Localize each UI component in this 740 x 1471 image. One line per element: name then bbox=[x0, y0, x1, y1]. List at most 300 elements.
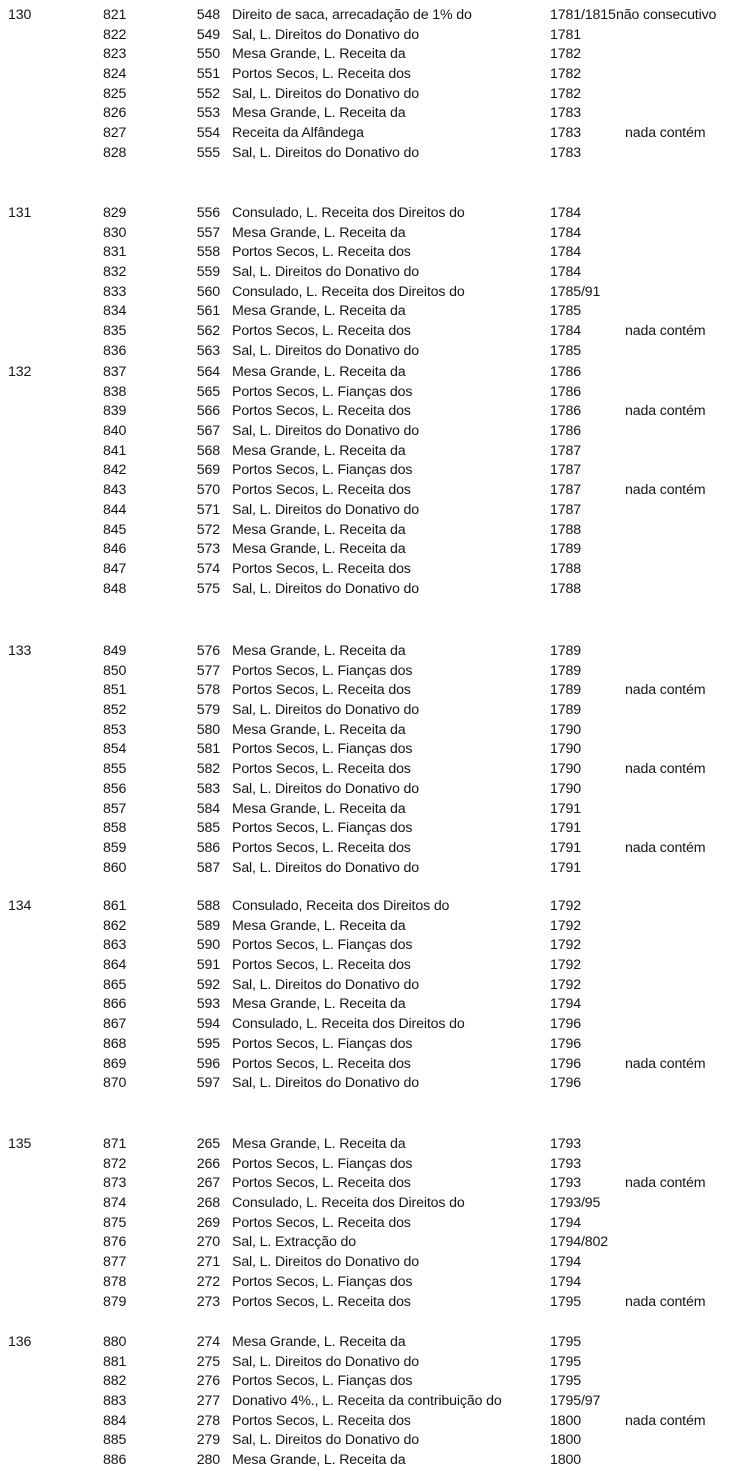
item-year: 1784 bbox=[550, 244, 581, 261]
item-description: Sal, L. Direitos do Donativo do bbox=[232, 1254, 419, 1271]
reference-number: 562 bbox=[196, 323, 220, 340]
item-number: 873 bbox=[103, 1175, 127, 1192]
item-year: 1800 bbox=[550, 1432, 581, 1449]
item-number: 853 bbox=[103, 721, 127, 738]
table-row bbox=[0, 1055, 740, 1075]
item-description: Mesa Grande, L. Receita da bbox=[232, 643, 406, 659]
reference-number: 585 bbox=[196, 820, 220, 837]
table-row bbox=[0, 800, 740, 820]
item-number: 865 bbox=[103, 976, 127, 993]
item-year: 1783 bbox=[550, 125, 581, 142]
item-description: Sal, L. Direitos do Donativo do bbox=[232, 85, 419, 102]
table-row bbox=[0, 442, 740, 462]
table-row bbox=[0, 1015, 740, 1035]
table-row bbox=[0, 65, 740, 85]
reference-number: 563 bbox=[196, 342, 220, 359]
reference-number: 564 bbox=[196, 364, 220, 380]
reference-number: 549 bbox=[196, 26, 220, 43]
reference-number: 557 bbox=[196, 224, 220, 241]
item-number: 831 bbox=[103, 244, 127, 261]
item-number: 837 bbox=[103, 364, 127, 380]
item-number: 886 bbox=[103, 1452, 127, 1469]
reference-number: 566 bbox=[196, 403, 220, 420]
reference-number: 587 bbox=[196, 859, 220, 876]
reference-number: 568 bbox=[196, 442, 220, 459]
item-description: Portos Secos, L. Receita dos bbox=[232, 244, 411, 261]
item-description: Portos Secos, L. Receita dos bbox=[232, 1055, 411, 1072]
item-number: 834 bbox=[103, 303, 127, 320]
item-year: 1790 bbox=[550, 761, 581, 778]
item-description: Portos Secos, L. Fianças dos bbox=[232, 383, 413, 400]
item-note: nada contém bbox=[625, 761, 706, 778]
item-note: nada contém bbox=[625, 482, 706, 499]
item-year: 1796 bbox=[550, 1016, 581, 1033]
item-year: 1792 bbox=[550, 976, 581, 993]
item-description: Receita da Alfândega bbox=[232, 125, 364, 142]
box-number: 133 bbox=[8, 643, 32, 659]
table-row bbox=[0, 760, 740, 780]
item-year: 1790 bbox=[550, 780, 581, 797]
item-number: 885 bbox=[103, 1432, 127, 1449]
item-year: 1782 bbox=[550, 85, 581, 102]
reference-number: 582 bbox=[196, 761, 220, 778]
reference-number: 273 bbox=[196, 1293, 220, 1310]
table-row bbox=[0, 322, 740, 342]
reference-number: 554 bbox=[196, 125, 220, 142]
item-description: Sal, L. Direitos do Donativo do bbox=[232, 342, 419, 359]
table-row bbox=[0, 481, 740, 501]
item-note: nada contém bbox=[625, 1175, 706, 1192]
item-year: 1792 bbox=[550, 917, 581, 934]
item-note: nada contém bbox=[625, 1055, 706, 1072]
reference-number: 592 bbox=[196, 976, 220, 993]
reference-number: 556 bbox=[196, 205, 220, 221]
item-number: 830 bbox=[103, 224, 127, 241]
table-row bbox=[0, 1035, 740, 1055]
item-description: Mesa Grande, L. Receita da bbox=[232, 46, 406, 63]
table-row bbox=[0, 1135, 740, 1155]
item-number: 864 bbox=[103, 957, 127, 974]
item-number: 878 bbox=[103, 1273, 127, 1290]
reference-number: 275 bbox=[196, 1353, 220, 1370]
item-number: 833 bbox=[103, 283, 127, 300]
item-number: 854 bbox=[103, 741, 127, 758]
item-description: Portos Secos, L. Fianças dos bbox=[232, 820, 413, 837]
item-description: Mesa Grande, L. Receita da bbox=[232, 224, 406, 241]
item-year: 1787 bbox=[550, 501, 581, 518]
item-number: 821 bbox=[103, 7, 127, 23]
item-description: Mesa Grande, L. Receita da bbox=[232, 303, 406, 320]
item-description: Sal, L. Direitos do Donativo do bbox=[232, 859, 419, 876]
item-year: 1787 bbox=[550, 442, 581, 459]
item-number: 848 bbox=[103, 580, 127, 597]
item-year: 1784 bbox=[550, 323, 581, 340]
item-description: Portos Secos, L. Fianças dos bbox=[232, 1373, 413, 1390]
item-number: 883 bbox=[103, 1393, 127, 1410]
item-number: 874 bbox=[103, 1195, 127, 1212]
item-year: 1789 bbox=[550, 702, 581, 719]
item-description: Portos Secos, L. Receita dos bbox=[232, 682, 411, 699]
table-row bbox=[0, 1372, 740, 1392]
table-row bbox=[0, 342, 740, 362]
item-description: Consulado, L. Receita dos Direitos do bbox=[232, 283, 465, 300]
table-row bbox=[0, 1333, 740, 1353]
item-description: Sal, L. Direitos do Donativo do bbox=[232, 702, 419, 719]
item-year: 1791 bbox=[550, 859, 581, 876]
item-number: 842 bbox=[103, 462, 127, 479]
table-row bbox=[0, 521, 740, 541]
item-number: 844 bbox=[103, 501, 127, 518]
table-row bbox=[0, 1253, 740, 1273]
reference-number: 269 bbox=[196, 1214, 220, 1231]
item-description: Portos Secos, L. Receita dos bbox=[232, 1175, 411, 1192]
table-row bbox=[0, 1214, 740, 1234]
table-row bbox=[0, 580, 740, 600]
item-note: nada contém bbox=[625, 323, 706, 340]
reference-number: 589 bbox=[196, 917, 220, 934]
item-number: 845 bbox=[103, 521, 127, 538]
box-group bbox=[0, 897, 740, 1094]
item-description: Consulado, L. Receita dos Direitos do bbox=[232, 1195, 465, 1212]
table-row bbox=[0, 917, 740, 937]
item-description: Mesa Grande, L. Receita da bbox=[232, 105, 406, 122]
item-number: 863 bbox=[103, 937, 127, 954]
item-year: 1796 bbox=[550, 1055, 581, 1072]
item-number: 839 bbox=[103, 403, 127, 420]
item-year: 1794 bbox=[550, 996, 581, 1013]
item-number: 876 bbox=[103, 1234, 127, 1251]
table-row bbox=[0, 204, 740, 224]
item-description: Portos Secos, L. Fianças dos bbox=[232, 937, 413, 954]
item-year: 1800 bbox=[550, 1452, 581, 1469]
reference-number: 577 bbox=[196, 662, 220, 679]
item-description: Mesa Grande, L. Receita da bbox=[232, 442, 406, 459]
table-row bbox=[0, 859, 740, 879]
item-description: Consulado, L. Receita dos Direitos do bbox=[232, 205, 465, 221]
item-year: 1785/91 bbox=[550, 283, 601, 300]
item-number: 861 bbox=[103, 898, 127, 914]
item-description: Sal, L. Direitos do Donativo do bbox=[232, 1432, 419, 1449]
item-year: 1788 bbox=[550, 560, 581, 577]
reference-number: 570 bbox=[196, 482, 220, 499]
item-description: Donativo 4%., L. Receita da contribuição do bbox=[232, 1393, 502, 1410]
table-row bbox=[0, 104, 740, 124]
item-year: 1800 bbox=[550, 1412, 581, 1429]
reference-number: 595 bbox=[196, 1035, 220, 1052]
item-description: Portos Secos, L. Receita dos bbox=[232, 560, 411, 577]
item-year: 1794 bbox=[550, 1214, 581, 1231]
item-description: Portos Secos, L. Receita dos bbox=[232, 403, 411, 420]
table-row bbox=[0, 819, 740, 839]
item-number: 882 bbox=[103, 1373, 127, 1390]
item-number: 855 bbox=[103, 761, 127, 778]
item-description: Mesa Grande, L. Receita da bbox=[232, 917, 406, 934]
item-year: 1784 bbox=[550, 224, 581, 241]
item-description: Sal, L. Direitos do Donativo do bbox=[232, 580, 419, 597]
item-number: 826 bbox=[103, 105, 127, 122]
table-row bbox=[0, 144, 740, 164]
reference-number: 591 bbox=[196, 957, 220, 974]
item-description: Mesa Grande, L. Receita da bbox=[232, 1334, 406, 1350]
reference-number: 576 bbox=[196, 643, 220, 659]
table-row bbox=[0, 224, 740, 244]
table-row bbox=[0, 740, 740, 760]
reference-number: 278 bbox=[196, 1412, 220, 1429]
item-description: Portos Secos, L. Receita dos bbox=[232, 761, 411, 778]
item-description: Sal, L. Direitos do Donativo do bbox=[232, 501, 419, 518]
item-year: 1795 bbox=[550, 1373, 581, 1390]
item-number: 836 bbox=[103, 342, 127, 359]
table-row bbox=[0, 956, 740, 976]
item-year: 1794/802 bbox=[550, 1234, 608, 1251]
reference-number: 581 bbox=[196, 741, 220, 758]
item-number: 829 bbox=[103, 205, 127, 221]
item-number: 850 bbox=[103, 662, 127, 679]
box-group bbox=[0, 6, 740, 164]
box-number: 130 bbox=[8, 7, 32, 23]
reference-number: 267 bbox=[196, 1175, 220, 1192]
item-description: Portos Secos, L. Receita dos bbox=[232, 957, 411, 974]
box-number: 132 bbox=[8, 364, 32, 380]
item-description: Sal, L. Direitos do Donativo do bbox=[232, 423, 419, 440]
item-year: 1781 bbox=[550, 26, 581, 43]
table-row bbox=[0, 302, 740, 322]
item-year: 1791 bbox=[550, 820, 581, 837]
reference-number: 270 bbox=[196, 1234, 220, 1251]
reference-number: 559 bbox=[196, 264, 220, 281]
table-row bbox=[0, 897, 740, 917]
item-description: Direito de saca, arrecadação de 1% do bbox=[232, 7, 472, 23]
item-year: 1783 bbox=[550, 144, 581, 161]
reference-number: 548 bbox=[196, 7, 220, 23]
reference-number: 567 bbox=[196, 423, 220, 440]
item-year: 1795/97 bbox=[550, 1393, 601, 1410]
item-number: 869 bbox=[103, 1055, 127, 1072]
item-description: Sal, L. Direitos do Donativo do bbox=[232, 144, 419, 161]
table-row bbox=[0, 6, 740, 26]
reference-number: 569 bbox=[196, 462, 220, 479]
reference-number: 580 bbox=[196, 721, 220, 738]
reference-number: 574 bbox=[196, 560, 220, 577]
item-description: Portos Secos, L. Receita dos bbox=[232, 66, 411, 83]
reference-number: 277 bbox=[196, 1393, 220, 1410]
table-row bbox=[0, 1392, 740, 1412]
item-year: 1786 bbox=[550, 383, 581, 400]
item-number: 871 bbox=[103, 1136, 127, 1152]
reference-number: 553 bbox=[196, 105, 220, 122]
table-row bbox=[0, 681, 740, 701]
table-row bbox=[0, 540, 740, 560]
item-number: 849 bbox=[103, 643, 127, 659]
table-row bbox=[0, 780, 740, 800]
item-number: 867 bbox=[103, 1016, 127, 1033]
reference-number: 560 bbox=[196, 283, 220, 300]
item-year: 1784 bbox=[550, 264, 581, 281]
item-number: 881 bbox=[103, 1353, 127, 1370]
table-row bbox=[0, 45, 740, 65]
box-group bbox=[0, 642, 740, 878]
reference-number: 578 bbox=[196, 682, 220, 699]
reference-number: 579 bbox=[196, 702, 220, 719]
item-number: 843 bbox=[103, 482, 127, 499]
table-row bbox=[0, 839, 740, 859]
item-year: 1784 bbox=[550, 205, 581, 221]
item-note: nada contém bbox=[625, 1293, 706, 1310]
table-row bbox=[0, 124, 740, 144]
reference-number: 573 bbox=[196, 541, 220, 558]
item-year: 1792 bbox=[550, 898, 581, 914]
item-description: Mesa Grande, L. Receita da bbox=[232, 800, 406, 817]
item-number: 872 bbox=[103, 1155, 127, 1172]
reference-number: 584 bbox=[196, 800, 220, 817]
item-description: Sal, L. Direitos do Donativo do bbox=[232, 264, 419, 281]
item-year: 1795 bbox=[550, 1293, 581, 1310]
reference-number: 272 bbox=[196, 1273, 220, 1290]
item-description: Portos Secos, L. Receita dos bbox=[232, 1412, 411, 1429]
reference-number: 561 bbox=[196, 303, 220, 320]
item-year: 1787 bbox=[550, 462, 581, 479]
item-number: 823 bbox=[103, 46, 127, 63]
item-year: 1793 bbox=[550, 1155, 581, 1172]
table-row bbox=[0, 1353, 740, 1373]
item-description: Portos Secos, L. Fianças dos bbox=[232, 462, 413, 479]
item-note: nada contém bbox=[625, 403, 706, 420]
item-number: 856 bbox=[103, 780, 127, 797]
box-number: 136 bbox=[8, 1334, 32, 1350]
item-year: 1785 bbox=[550, 303, 581, 320]
item-number: 840 bbox=[103, 423, 127, 440]
item-number: 862 bbox=[103, 917, 127, 934]
box-group bbox=[0, 204, 740, 362]
table-row bbox=[0, 560, 740, 580]
item-number: 828 bbox=[103, 144, 127, 161]
reference-number: 280 bbox=[196, 1452, 220, 1469]
box-number: 135 bbox=[8, 1136, 32, 1152]
table-row bbox=[0, 1431, 740, 1451]
item-number: 847 bbox=[103, 560, 127, 577]
item-number: 875 bbox=[103, 1214, 127, 1231]
item-number: 827 bbox=[103, 125, 127, 142]
item-description: Mesa Grande, L. Receita da bbox=[232, 541, 406, 558]
item-note: nada contém bbox=[625, 682, 706, 699]
item-description: Portos Secos, L. Receita dos bbox=[232, 839, 411, 856]
item-number: 852 bbox=[103, 702, 127, 719]
item-year: 1789 bbox=[550, 541, 581, 558]
item-description: Portos Secos, L. Fianças dos bbox=[232, 1035, 413, 1052]
item-description: Mesa Grande, L. Receita da bbox=[232, 364, 406, 380]
item-year: 1786 bbox=[550, 364, 581, 380]
item-year: 1782 bbox=[550, 46, 581, 63]
item-description: Portos Secos, L. Receita dos bbox=[232, 482, 411, 499]
reference-number: 594 bbox=[196, 1016, 220, 1033]
item-year: 1788 bbox=[550, 521, 581, 538]
item-description: Sal, L. Direitos do Donativo do bbox=[232, 26, 419, 43]
table-row bbox=[0, 501, 740, 521]
item-description: Consulado, Receita dos Direitos do bbox=[232, 898, 450, 914]
item-description: Portos Secos, L. Receita dos bbox=[232, 1293, 411, 1310]
item-description: Sal, L. Direitos do Donativo do bbox=[232, 1353, 419, 1370]
item-number: 841 bbox=[103, 442, 127, 459]
table-row bbox=[0, 1174, 740, 1194]
table-row bbox=[0, 976, 740, 996]
item-number: 835 bbox=[103, 323, 127, 340]
item-year: 1795 bbox=[550, 1334, 581, 1350]
reference-number: 571 bbox=[196, 501, 220, 518]
item-year: 1793 bbox=[550, 1175, 581, 1192]
item-year: 1790 bbox=[550, 741, 581, 758]
item-year: 1793 bbox=[550, 1136, 581, 1152]
item-number: 838 bbox=[103, 383, 127, 400]
item-note: nada contém bbox=[625, 839, 706, 856]
item-year: 1796 bbox=[550, 1075, 581, 1092]
item-number: 870 bbox=[103, 1075, 127, 1092]
item-description: Portos Secos, L. Fianças dos bbox=[232, 1155, 413, 1172]
item-year: 1785 bbox=[550, 342, 581, 359]
item-year: 1786 bbox=[550, 423, 581, 440]
item-number: 859 bbox=[103, 839, 127, 856]
table-row bbox=[0, 383, 740, 403]
item-year: 1790 bbox=[550, 721, 581, 738]
reference-number: 558 bbox=[196, 244, 220, 261]
reference-number: 271 bbox=[196, 1254, 220, 1271]
box-number: 134 bbox=[8, 898, 32, 914]
box-number: 131 bbox=[8, 205, 32, 221]
box-group bbox=[0, 363, 740, 599]
item-year: 1783 bbox=[550, 105, 581, 122]
table-row bbox=[0, 243, 740, 263]
item-description: Portos Secos, L. Fianças dos bbox=[232, 662, 413, 679]
reference-number: 266 bbox=[196, 1155, 220, 1172]
reference-number: 593 bbox=[196, 996, 220, 1013]
reference-number: 586 bbox=[196, 839, 220, 856]
table-row bbox=[0, 936, 740, 956]
table-row bbox=[0, 721, 740, 741]
item-note: nada contém bbox=[625, 125, 706, 142]
reference-number: 596 bbox=[196, 1055, 220, 1072]
table-row bbox=[0, 363, 740, 383]
item-number: 857 bbox=[103, 800, 127, 817]
box-group bbox=[0, 1135, 740, 1312]
table-row bbox=[0, 85, 740, 105]
item-description: Sal, L. Extracção do bbox=[232, 1234, 356, 1251]
item-description: Mesa Grande, L. Receita da bbox=[232, 1452, 406, 1469]
reference-number: 268 bbox=[196, 1195, 220, 1212]
item-description: Mesa Grande, L. Receita da bbox=[232, 721, 406, 738]
item-description: Portos Secos, L. Fianças dos bbox=[232, 741, 413, 758]
table-row bbox=[0, 1293, 740, 1313]
reference-number: 583 bbox=[196, 780, 220, 797]
reference-number: 274 bbox=[196, 1334, 220, 1350]
item-year: 1795 bbox=[550, 1353, 581, 1370]
table-row bbox=[0, 701, 740, 721]
item-year: 1794 bbox=[550, 1254, 581, 1271]
table-row bbox=[0, 1273, 740, 1293]
table-row bbox=[0, 1194, 740, 1214]
item-year: 1782 bbox=[550, 66, 581, 83]
item-number: 879 bbox=[103, 1293, 127, 1310]
reference-number: 555 bbox=[196, 144, 220, 161]
item-number: 846 bbox=[103, 541, 127, 558]
item-number: 868 bbox=[103, 1035, 127, 1052]
item-description: Portos Secos, L. Fianças dos bbox=[232, 1273, 413, 1290]
item-number: 822 bbox=[103, 26, 127, 43]
item-year: 1794 bbox=[550, 1273, 581, 1290]
item-number: 832 bbox=[103, 264, 127, 281]
item-year: 1796 bbox=[550, 1035, 581, 1052]
item-year: 1792 bbox=[550, 957, 581, 974]
item-description: Mesa Grande, L. Receita da bbox=[232, 521, 406, 538]
item-year: 1789 bbox=[550, 643, 581, 659]
